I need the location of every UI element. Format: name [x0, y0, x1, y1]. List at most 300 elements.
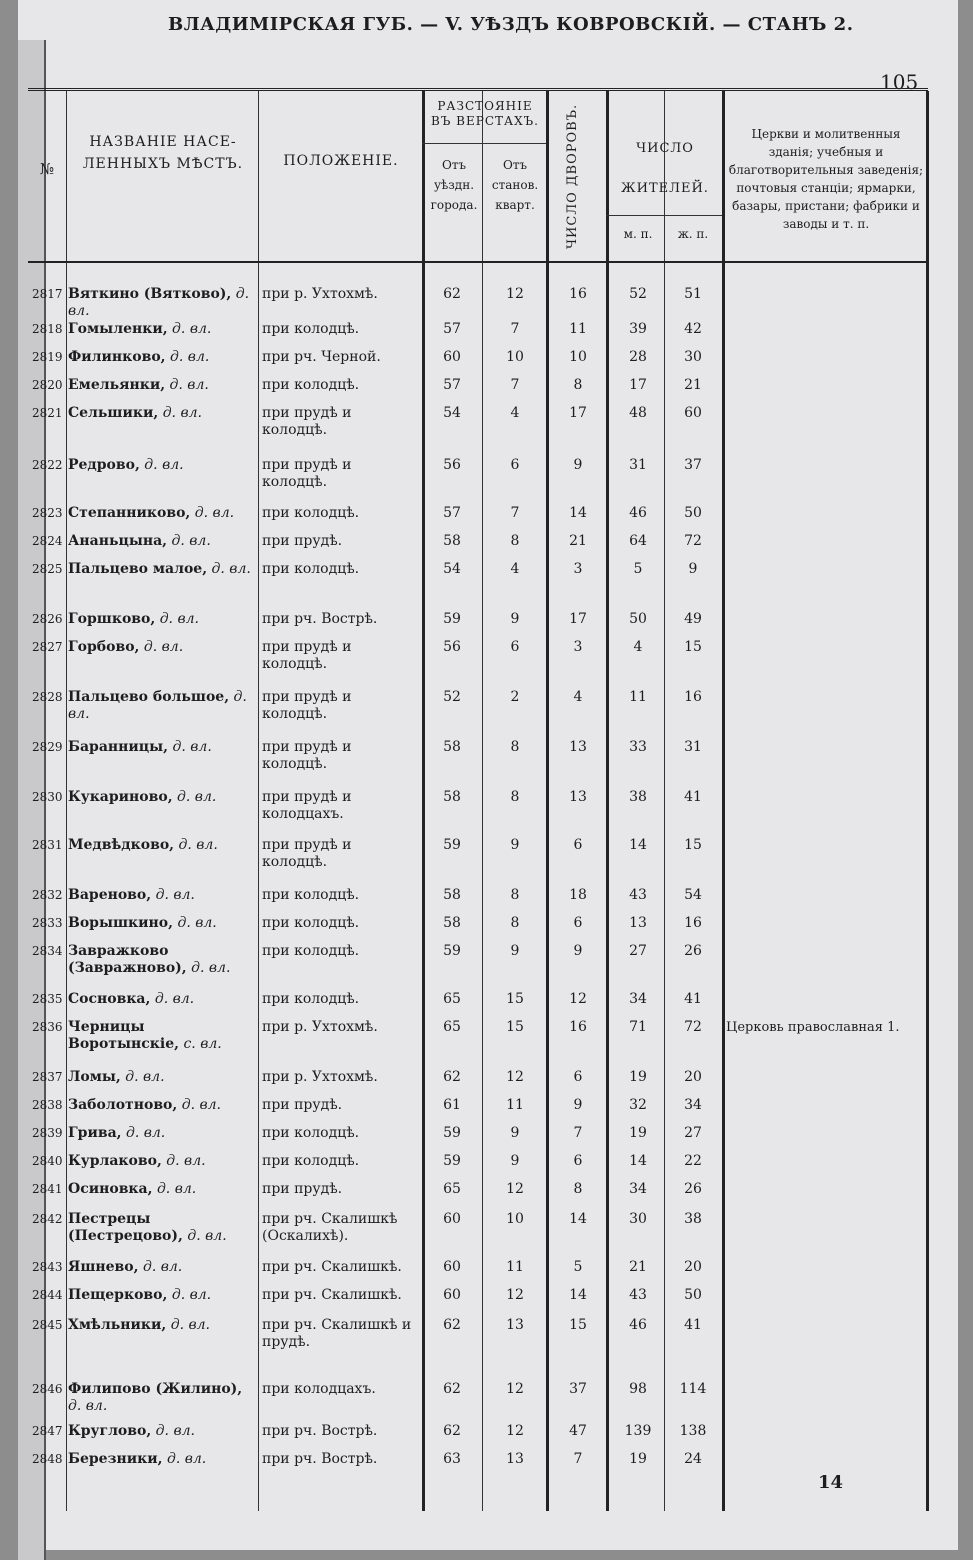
row-yards: 11	[569, 321, 587, 337]
settlement-name: Пальцево большое,	[68, 689, 230, 705]
row-distance-camp: 9	[510, 943, 520, 959]
row-distance-camp: 15	[506, 1019, 524, 1035]
settlement-kind: д. вл.	[178, 837, 218, 853]
table-row	[28, 639, 928, 672]
row-female: 50	[684, 505, 702, 521]
row-female: 31	[684, 739, 702, 755]
settlement-kind: д. вл.	[144, 457, 184, 473]
row-female: 21	[684, 377, 702, 393]
row-name	[68, 837, 258, 854]
row-yards: 47	[569, 1423, 587, 1439]
settlement-kind: д. вл.	[162, 405, 202, 421]
row-female: 16	[684, 915, 702, 931]
row-distance-city: 65	[443, 1181, 461, 1197]
row-number: 2843	[32, 1260, 63, 1274]
row-name	[68, 505, 258, 522]
settlement-kind: д. вл.	[166, 1451, 207, 1467]
page-number: 105	[880, 70, 919, 94]
row-distance-city: 58	[443, 739, 461, 755]
row-male: 17	[629, 377, 647, 393]
row-position: при р. Ухтохмѣ.	[262, 286, 378, 302]
row-position: при колодцѣ.	[262, 991, 360, 1007]
row-distance-camp: 11	[506, 1259, 524, 1275]
row-distance-camp: 8	[510, 789, 520, 805]
header-bottom-rule	[28, 261, 928, 263]
row-distance-camp: 7	[510, 321, 520, 337]
row-number: 2845	[32, 1318, 63, 1332]
settlement-name: Сосновка,	[68, 991, 151, 1007]
settlement-name: Ворышкино,	[68, 915, 173, 931]
row-name	[68, 1153, 258, 1170]
table-row	[28, 887, 928, 917]
row-distance-camp: 12	[506, 1069, 524, 1085]
row-position: при колодцѣ.	[262, 561, 360, 577]
row-female: 38	[684, 1211, 702, 1227]
col-distance-header: РАЗСТОЯНІЕ ВЪ ВЕРСТАХЪ.	[431, 99, 539, 128]
settlement-name: Емельянки,	[68, 377, 166, 393]
row-name	[68, 321, 258, 338]
row-distance-camp: 10	[506, 349, 524, 365]
row-female: 16	[684, 689, 702, 705]
row-yards: 3	[573, 639, 583, 655]
row-position: при рч. Скалишкѣ.	[262, 1259, 402, 1275]
row-number: 2833	[32, 916, 63, 930]
row-yards: 14	[569, 1211, 587, 1227]
settlement-kind: д. вл.	[68, 286, 250, 319]
row-male: 13	[629, 915, 647, 931]
settlement-name: Березники,	[68, 1451, 163, 1467]
settlement-kind: д. вл.	[172, 321, 212, 337]
settlement-kind: д. вл.	[171, 1287, 212, 1303]
row-distance-camp: 9	[510, 837, 520, 853]
row-male: 43	[629, 887, 647, 903]
row-distance-city: 60	[443, 1259, 461, 1275]
row-female: 30	[684, 349, 702, 365]
settlement-name: Заболотново,	[68, 1097, 178, 1113]
row-position: при рч. Вострѣ.	[262, 1423, 378, 1439]
residents-subheader-rule	[606, 215, 722, 216]
row-female: 41	[684, 1317, 702, 1333]
row-yards: 6	[573, 837, 583, 853]
settlement-name: Кукаринoво,	[68, 789, 173, 805]
row-distance-city: 65	[443, 1019, 461, 1035]
row-yards: 14	[569, 1287, 587, 1303]
row-female: 34	[684, 1097, 702, 1113]
table-row	[28, 1125, 928, 1155]
row-number: 2832	[32, 888, 63, 902]
row-yards: 13	[569, 739, 587, 755]
row-name	[68, 533, 258, 550]
row-name	[68, 1069, 258, 1086]
settlement-name: Яшнево,	[68, 1259, 139, 1275]
row-number: 2842	[32, 1212, 63, 1226]
row-name	[68, 1125, 258, 1142]
settlement-kind: д. вл.	[166, 1153, 206, 1169]
settlement-name: Пальцево малое,	[68, 561, 208, 577]
col-name-header: НАЗВАНІЕ НАСЕ- ЛЕННЫХЪ МѢСТЪ.	[82, 134, 244, 172]
row-yards: 16	[569, 1019, 587, 1035]
row-name	[68, 286, 258, 320]
table-row	[28, 739, 928, 772]
row-distance-camp: 9	[510, 611, 520, 627]
settlement-kind: д. вл.	[154, 991, 195, 1007]
row-position: при колодцѣ.	[262, 887, 360, 903]
row-number: 2823	[32, 506, 63, 520]
table-row	[28, 1317, 928, 1350]
row-yards: 21	[569, 533, 587, 549]
row-position: при прудѣ и колодцѣ.	[262, 639, 352, 672]
row-name	[68, 1181, 258, 1198]
row-distance-camp: 4	[510, 561, 520, 577]
settlement-name: Курлаково,	[68, 1153, 162, 1169]
row-yards: 9	[573, 943, 583, 959]
row-distance-city: 58	[443, 789, 461, 805]
row-male: 38	[629, 789, 647, 805]
row-number: 2820	[32, 378, 63, 392]
row-yards: 7	[573, 1125, 583, 1141]
row-distance-city: 65	[443, 991, 461, 1007]
settlement-name: Хмѣльники,	[68, 1317, 167, 1333]
signature-number: 14	[818, 1472, 844, 1493]
row-position: при рч. Скалишкѣ.	[262, 1287, 402, 1303]
row-yards: 10	[569, 349, 587, 365]
table-row	[28, 1381, 928, 1414]
settlement-kind: д. вл.	[187, 1228, 227, 1244]
row-male: 46	[629, 505, 647, 521]
settlement-kind: д. вл.	[155, 887, 195, 903]
row-distance-camp: 13	[506, 1317, 524, 1333]
row-number: 2844	[32, 1288, 63, 1302]
row-position: при колодцахъ.	[262, 1381, 376, 1397]
row-number: 2821	[32, 406, 63, 420]
row-male: 139	[624, 1423, 652, 1439]
row-male: 4	[633, 639, 643, 655]
row-number: 2831	[32, 838, 63, 852]
row-position: при прудѣ.	[262, 1097, 343, 1113]
table-row	[28, 505, 928, 535]
row-female: 9	[688, 561, 698, 577]
row-distance-city: 60	[443, 1211, 461, 1227]
row-distance-camp: 10	[506, 1211, 524, 1227]
row-yards: 13	[569, 789, 587, 805]
row-distance-city: 58	[443, 533, 461, 549]
settlement-kind: д. вл.	[172, 739, 212, 755]
row-distance-city: 54	[443, 405, 461, 421]
table-row	[28, 611, 928, 641]
table-row	[28, 837, 928, 870]
row-female: 24	[684, 1451, 702, 1467]
row-yards: 37	[569, 1381, 587, 1397]
row-female: 49	[684, 611, 702, 627]
row-distance-city: 59	[443, 837, 461, 853]
row-female: 20	[684, 1069, 702, 1085]
settlement-name: Баранницы,	[68, 739, 169, 755]
row-male: 31	[629, 457, 647, 473]
row-male: 48	[629, 405, 647, 421]
row-distance-city: 63	[443, 1451, 461, 1467]
row-distance-camp: 7	[510, 505, 520, 521]
row-female: 26	[684, 943, 702, 959]
table-row	[28, 1451, 928, 1481]
row-name	[68, 915, 258, 932]
row-male: 14	[629, 1153, 647, 1169]
row-distance-camp: 8	[510, 887, 520, 903]
row-distance-city: 59	[443, 1125, 461, 1141]
table-row	[28, 915, 928, 945]
row-name	[68, 457, 258, 474]
row-yards: 16	[569, 286, 587, 302]
settlement-kind: д. вл.	[125, 1069, 165, 1085]
row-female: 54	[684, 887, 702, 903]
row-male: 19	[629, 1125, 647, 1141]
settlement-kind: д. вл.	[171, 533, 211, 549]
row-distance-camp: 11	[506, 1097, 524, 1113]
settlement-kind: д. вл.	[125, 1125, 166, 1141]
settlement-name: Пестрецы (Пестрецово),	[68, 1211, 183, 1244]
row-position: при прудѣ и колодцѣ.	[262, 689, 352, 722]
row-male: 21	[629, 1259, 647, 1275]
row-position: при колодцѣ.	[262, 1153, 360, 1169]
row-female: 41	[684, 991, 702, 1007]
row-name	[68, 1097, 258, 1114]
row-male: 34	[629, 991, 647, 1007]
settlement-name: Медвѣдково,	[68, 837, 175, 853]
col-male-header: м. п.	[623, 227, 653, 241]
table-row	[28, 1153, 928, 1183]
row-distance-camp: 9	[510, 1125, 520, 1141]
row-female: 51	[684, 286, 702, 302]
settlement-kind: д. вл.	[170, 349, 210, 365]
row-male: 50	[629, 611, 647, 627]
row-female: 41	[684, 789, 702, 805]
settlement-kind: д. вл.	[170, 1317, 210, 1333]
settlement-name: Грива,	[68, 1125, 122, 1141]
row-position: при прудѣ и колодцѣ.	[262, 405, 352, 438]
row-name	[68, 639, 258, 656]
row-female: 15	[684, 837, 702, 853]
table-row	[28, 991, 928, 1021]
settlement-name: Черницы Воротынскіе,	[68, 1019, 179, 1052]
settlement-kind: д. вл.	[194, 505, 235, 521]
row-position: при колодцѣ.	[262, 1125, 360, 1141]
row-name	[68, 561, 258, 578]
row-distance-city: 52	[443, 689, 461, 705]
table-row	[28, 943, 928, 976]
row-number: 2839	[32, 1126, 63, 1140]
row-distance-camp: 13	[506, 1451, 524, 1467]
col-num-header: №	[39, 160, 55, 178]
row-female: 138	[679, 1423, 707, 1439]
row-yards: 8	[573, 377, 583, 393]
settlement-name: Круглово,	[68, 1423, 152, 1439]
row-number: 2822	[32, 458, 63, 472]
row-yards: 6	[573, 1153, 583, 1169]
row-name	[68, 1211, 258, 1245]
row-position: при прудѣ и колодцѣ.	[262, 457, 352, 490]
distance-subheader-rule	[422, 143, 546, 144]
row-male: 39	[629, 321, 647, 337]
settlement-kind: д. вл.	[191, 960, 231, 976]
row-distance-city: 59	[443, 1153, 461, 1169]
row-female: 50	[684, 1287, 702, 1303]
row-distance-city: 62	[443, 1317, 461, 1333]
table-row	[28, 1097, 928, 1127]
row-distance-city: 57	[443, 377, 461, 393]
row-number: 2848	[32, 1452, 63, 1466]
table-row	[28, 561, 928, 591]
row-distance-camp: 6	[510, 457, 520, 473]
row-male: 14	[629, 837, 647, 853]
settlement-name: Вяткино (Вятково),	[68, 286, 232, 302]
row-number: 2838	[32, 1098, 63, 1112]
row-distance-camp: 6	[510, 639, 520, 655]
settlement-name: Ломы,	[68, 1069, 121, 1085]
settlements-table	[28, 88, 928, 1511]
row-male: 32	[629, 1097, 647, 1113]
row-male: 19	[629, 1451, 647, 1467]
col-residents-header: ЧИСЛО ЖИТЕЛЕЙ.	[621, 141, 709, 196]
row-female: 20	[684, 1259, 702, 1275]
row-position: при рч. Черной.	[262, 349, 381, 365]
row-male: 98	[629, 1381, 647, 1397]
settlement-kind: с. вл.	[183, 1036, 222, 1052]
table-row	[28, 689, 928, 722]
row-position: при прудѣ и колодцѣ.	[262, 739, 352, 772]
row-number: 2828	[32, 690, 63, 704]
row-position: при колодцѣ.	[262, 915, 360, 931]
row-yards: 6	[573, 915, 583, 931]
table-row	[28, 405, 928, 438]
row-distance-city: 60	[443, 349, 461, 365]
row-distance-city: 57	[443, 321, 461, 337]
table-row	[28, 789, 928, 822]
row-distance-city: 56	[443, 457, 461, 473]
row-distance-camp: 4	[510, 405, 520, 421]
row-distance-camp: 7	[510, 377, 520, 393]
row-number: 2846	[32, 1382, 63, 1396]
row-position: при рч. Вострѣ.	[262, 1451, 378, 1467]
row-yards: 6	[573, 1069, 583, 1085]
row-distance-city: 56	[443, 639, 461, 655]
col-dist-camp-header: Отъ станов. кварт.	[491, 158, 539, 212]
row-position: при колодцѣ.	[262, 505, 360, 521]
row-number: 2827	[32, 640, 63, 654]
row-name	[68, 1451, 258, 1468]
row-name	[68, 1423, 258, 1440]
row-name	[68, 1019, 258, 1053]
row-position: при рч. Скалишкѣ и прудѣ.	[262, 1317, 412, 1350]
row-name	[68, 377, 258, 394]
settlement-kind: д. вл.	[155, 1423, 195, 1439]
row-position: при прудѣ.	[262, 533, 343, 549]
table-row	[28, 1069, 928, 1099]
row-female: 26	[684, 1181, 702, 1197]
row-position: при колодцѣ.	[262, 321, 360, 337]
settlement-kind: д. вл.	[169, 377, 209, 393]
settlement-kind: д. вл.	[181, 1097, 222, 1113]
row-number: 2826	[32, 612, 63, 626]
row-male: 46	[629, 1317, 647, 1333]
table-row	[28, 286, 928, 319]
row-distance-city: 59	[443, 611, 461, 627]
table-row	[28, 1287, 928, 1317]
row-distance-city: 62	[443, 286, 461, 302]
table-row	[28, 457, 928, 490]
row-distance-camp: 12	[506, 1287, 524, 1303]
row-yards: 18	[569, 887, 587, 903]
row-name	[68, 689, 258, 723]
row-number: 2824	[32, 534, 63, 548]
row-number: 2817	[32, 287, 63, 301]
row-female: 60	[684, 405, 702, 421]
table-row	[28, 1259, 928, 1289]
table-row	[28, 377, 928, 407]
row-male: 27	[629, 943, 647, 959]
row-position: при колодцѣ.	[262, 943, 360, 959]
row-distance-city: 62	[443, 1423, 461, 1439]
row-institutions: Церковь православная 1.	[726, 1020, 900, 1035]
row-distance-city: 59	[443, 943, 461, 959]
row-position: при р. Ухтохмѣ.	[262, 1019, 378, 1035]
settlement-name: Филинково,	[68, 349, 166, 365]
row-distance-city: 58	[443, 887, 461, 903]
row-yards: 15	[569, 1317, 587, 1333]
row-number: 2818	[32, 322, 63, 336]
row-position: при прудѣ.	[262, 1181, 343, 1197]
settlement-kind: д. вл.	[142, 1259, 183, 1275]
settlement-kind: д. вл.	[156, 1181, 197, 1197]
row-yards: 7	[573, 1451, 583, 1467]
row-yards: 5	[573, 1259, 583, 1275]
row-female: 72	[684, 533, 702, 549]
settlement-kind: д. вл.	[68, 689, 247, 722]
settlement-kind: д. вл.	[143, 639, 184, 655]
row-male: 52	[629, 286, 647, 302]
settlement-name: Ананьцына,	[68, 533, 168, 549]
row-distance-city: 62	[443, 1069, 461, 1085]
col-institutions-header: Церкви и молитвенныя зданія; учебныя и благотворительныя заведенія; почтовыя станціи; ярмарки, базары, пристани; фабрики и заводы и т. п.	[728, 127, 924, 231]
row-female: 15	[684, 639, 702, 655]
row-yards: 9	[573, 457, 583, 473]
table-row	[28, 1211, 928, 1244]
settlement-kind: д. вл.	[68, 1398, 108, 1414]
settlement-kind: д. вл.	[211, 561, 251, 577]
settlement-kind: д. вл.	[177, 789, 217, 805]
row-male: 30	[629, 1211, 647, 1227]
row-distance-camp: 8	[510, 533, 520, 549]
settlement-name: Филипово (Жилино),	[68, 1381, 243, 1397]
row-yards: 3	[573, 561, 583, 577]
row-male: 5	[633, 561, 643, 577]
row-male: 64	[629, 533, 647, 549]
row-position: при колодцѣ.	[262, 377, 360, 393]
row-male: 71	[629, 1019, 647, 1035]
row-position: при прудѣ и колодцахъ.	[262, 789, 352, 822]
row-yards: 14	[569, 505, 587, 521]
settlement-name: Пещерково,	[68, 1287, 168, 1303]
row-distance-city: 57	[443, 505, 461, 521]
row-name	[68, 349, 258, 366]
row-yards: 17	[569, 611, 587, 627]
table-row	[28, 1423, 928, 1453]
running-header: ВЛАДИМІРСКАЯ ГУБ. — V. УѢЗДЪ КОВРОВСКІЙ. — СТАНЪ 2.	[168, 14, 854, 35]
row-name	[68, 739, 258, 756]
row-male: 28	[629, 349, 647, 365]
row-position: при прудѣ и колодцѣ.	[262, 837, 352, 870]
row-female: 22	[684, 1153, 702, 1169]
row-number: 2835	[32, 992, 63, 1006]
row-distance-camp: 12	[506, 1423, 524, 1439]
